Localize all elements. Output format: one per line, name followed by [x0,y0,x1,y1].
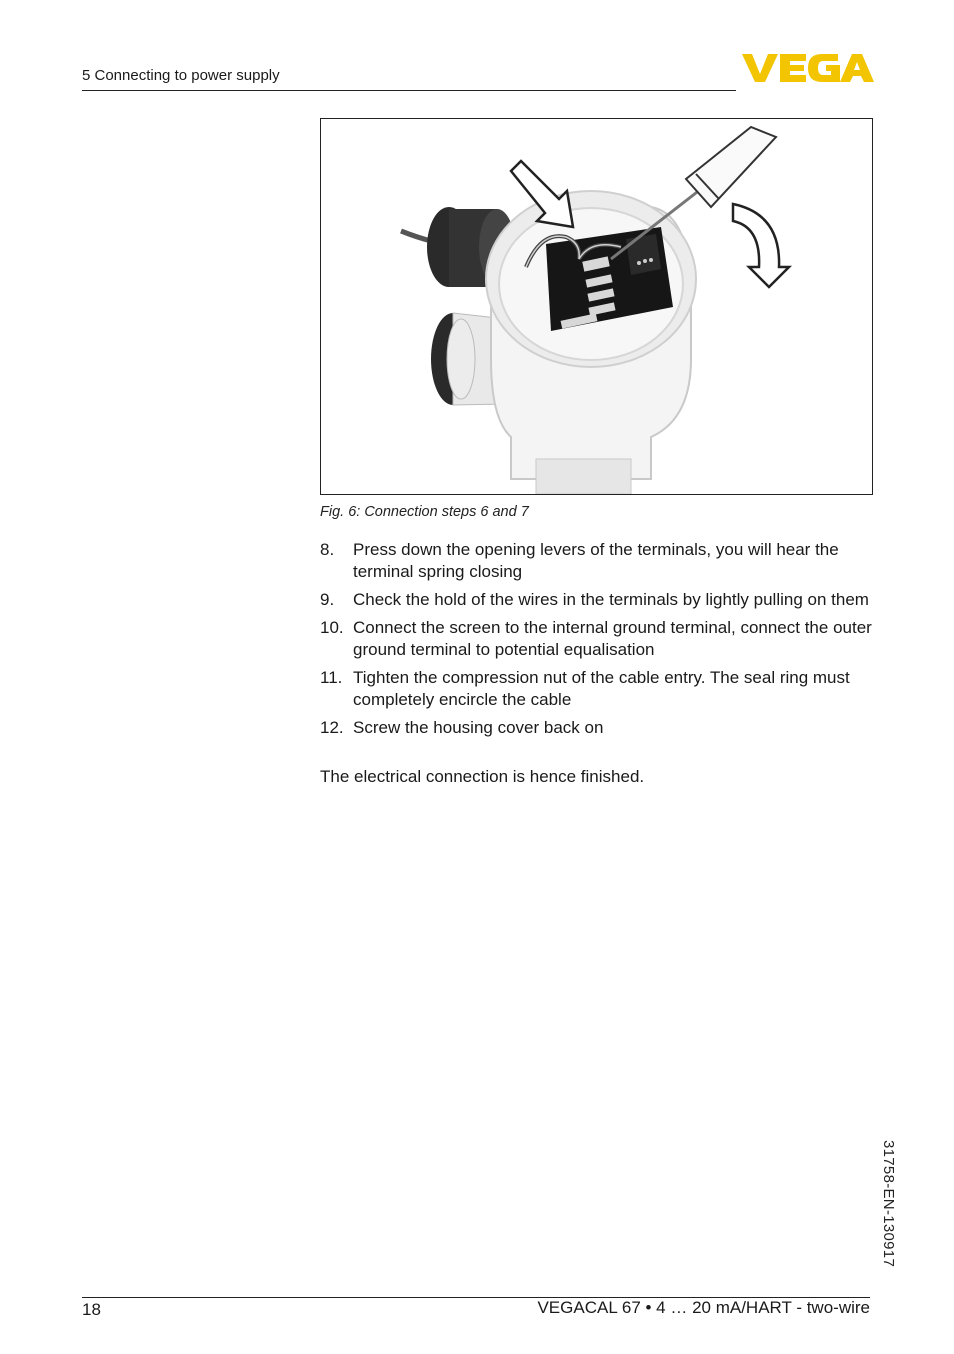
list-item [320,539,880,583]
step-text: Press down the opening levers of the terminals, you will hear the terminal spring closing [353,540,839,581]
figure-caption: Fig. 6: Connection steps 6 and 7 [320,504,529,520]
vega-logo [742,50,874,86]
header-section-title: 5 Connecting to power supply [82,67,280,84]
header-divider [82,90,736,91]
figure-connection-steps [320,118,873,495]
step-number: 11. [320,668,343,687]
step-text: Screw the housing cover back on [353,718,604,737]
step-text: Check the hold of the wires in the terminals by lightly pulling on them [353,590,869,609]
footer-document-title: VEGACAL 67 • 4 … 20 mA/HART - two-wire [537,1298,870,1317]
page-number: 18 [82,1300,101,1319]
step-number: 9. [320,590,335,609]
step-number: 8. [320,540,335,559]
closing-paragraph: The electrical connection is hence finished. [320,767,645,786]
step-list [320,539,880,745]
list-item [320,589,880,611]
screwdriver-icon [611,127,776,259]
step-text: Connect the screen to the internal ground terminal, connect the outer ground terminal to potential equalisation [353,618,872,659]
list-item [320,717,880,739]
step-number: 10. [320,618,344,637]
document-code: 31758-EN-130917 [880,1140,897,1268]
list-item [320,617,880,661]
rotate-arrow-icon [733,204,789,287]
step-text: Tighten the compression nut of the cable entry. The seal ring must completely encircle the cable [353,668,850,709]
list-item [320,667,880,711]
housing-icon [486,191,696,494]
cable-icon [401,231,431,241]
step-number: 12. [320,718,344,737]
